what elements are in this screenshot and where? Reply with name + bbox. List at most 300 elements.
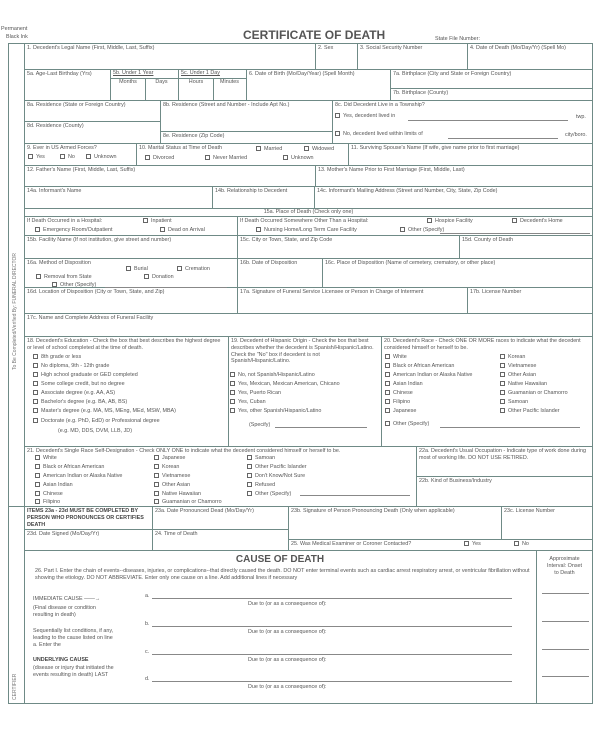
- checkbox[interactable]: [230, 390, 235, 395]
- father-name-field[interactable]: [24, 165, 316, 187]
- option-label: Removal from State: [44, 274, 92, 280]
- checkbox[interactable]: [385, 399, 390, 404]
- field-label: 17b. License Number: [470, 289, 522, 295]
- race-option[interactable]: [385, 354, 407, 361]
- marital-status-option[interactable]: [283, 155, 313, 162]
- occupation-field[interactable]: [416, 446, 593, 477]
- checkbox[interactable]: [500, 372, 505, 377]
- field-label: 17a. Signature of Funeral Service Licensee or Person in Charge of Interment: [240, 289, 424, 295]
- field-label: 14a. Informant's Name: [27, 188, 82, 194]
- checkbox[interactable]: [514, 541, 519, 546]
- township-line[interactable]: [408, 120, 568, 121]
- option-label: Dead on Arrival: [168, 227, 205, 233]
- checkbox[interactable]: [256, 146, 261, 151]
- race-option[interactable]: [500, 408, 560, 415]
- checkbox[interactable]: [28, 154, 33, 159]
- marital-status-option[interactable]: [256, 146, 282, 153]
- due-to-label: Due to (or as a consequence of):: [248, 629, 327, 635]
- field-label: 23a. Date Pronounced Dead (Mo/Day/Yr): [155, 508, 254, 514]
- option-label: Vietnamese: [162, 473, 191, 479]
- disposition-date-field[interactable]: [237, 258, 323, 288]
- ssn-field[interactable]: [357, 43, 468, 70]
- option-label: White: [43, 455, 57, 461]
- marital-status-option[interactable]: [205, 155, 247, 162]
- race-option[interactable]: [500, 399, 528, 406]
- date-pronounced-field[interactable]: [152, 506, 289, 530]
- single-race-option[interactable]: [247, 455, 275, 462]
- cause-line-2[interactable]: [152, 654, 512, 655]
- option-label: Vietnamese: [508, 363, 537, 369]
- checkbox[interactable]: [304, 146, 309, 151]
- field-label: 24. Time of Death: [155, 531, 198, 537]
- field-label: 20. Decedent's Race - Check ONE OR MORE races to indicate what the decedent considered himself or herself to be.: [384, 338, 581, 351]
- date-of-death-field[interactable]: [467, 43, 593, 70]
- option-label: Black or African American: [393, 363, 455, 369]
- hospital-option[interactable]: [143, 218, 172, 225]
- pronouncer-license-field[interactable]: [501, 506, 593, 540]
- hispanic-option[interactable]: [230, 372, 315, 379]
- checkbox[interactable]: [145, 155, 150, 160]
- race-option[interactable]: [500, 354, 525, 361]
- field-label: If Death Occurred in a Hospital:: [27, 218, 103, 224]
- arrow-icon: ——→: [84, 596, 101, 602]
- checkbox[interactable]: [35, 482, 40, 487]
- field-label: 5b. Under 1 Year: [113, 70, 154, 76]
- option-label: Other Asian: [508, 372, 537, 378]
- disposition-option[interactable]: [52, 282, 96, 289]
- checkbox[interactable]: [385, 408, 390, 413]
- checkbox[interactable]: [500, 408, 505, 413]
- field-label: 19. Decedent of Hispanic Origin - Check the box that best describes whether the decedent is Spanish/Hispanic/Latino. Check the "No" box if decedent is not Spanish/Hispanic/Latino.: [231, 338, 374, 365]
- disposition-option[interactable]: [126, 266, 148, 273]
- checkbox[interactable]: [247, 455, 252, 460]
- field-label: 16d. Location of Disposition (City or Town, State, and Zip): [27, 289, 165, 295]
- option-label: Unknown: [94, 154, 117, 160]
- interval-line-1[interactable]: [542, 621, 589, 622]
- option-label: Yes, Puerto Rican: [238, 390, 281, 396]
- option-label: High school graduate or GED completed: [41, 372, 138, 378]
- spouse-name-field[interactable]: [348, 143, 593, 166]
- checkbox[interactable]: [35, 227, 40, 232]
- education-option[interactable]: [33, 363, 109, 370]
- checkbox[interactable]: [500, 390, 505, 395]
- funeral-license-number-field[interactable]: [467, 287, 593, 314]
- checkbox[interactable]: [500, 399, 505, 404]
- field-label: 1. Decedent's Legal Name (First, Middle, Last, Suffix): [27, 45, 155, 51]
- hispanic-option[interactable]: [230, 390, 281, 397]
- checkbox[interactable]: [33, 381, 38, 386]
- field-label: 8b. Residence (Street and Number - Include Apt No.): [163, 102, 290, 108]
- residence-street-field[interactable]: [160, 100, 333, 132]
- option-label: Yes, decedent lived in: [343, 113, 396, 119]
- side-divider: [8, 506, 24, 507]
- single-race-option[interactable]: [35, 482, 73, 489]
- checkbox[interactable]: [154, 473, 159, 478]
- mother-name-field[interactable]: [315, 165, 593, 187]
- option-label: Other Pacific Islander: [508, 408, 560, 414]
- checkbox[interactable]: [385, 421, 390, 426]
- interval-line-3[interactable]: [542, 676, 589, 677]
- city-boro-label: city/boro.: [565, 132, 587, 138]
- hispanic-option[interactable]: [230, 399, 266, 406]
- checkbox[interactable]: [144, 274, 149, 279]
- checkbox[interactable]: [35, 455, 40, 460]
- field-label: 5c. Under 1 Day: [181, 70, 220, 76]
- due-to-label: Due to (or as a consequence of):: [248, 657, 327, 663]
- hispanic-option[interactable]: [230, 408, 321, 415]
- informant-address-field[interactable]: [314, 186, 593, 209]
- option-label: Samoan: [255, 455, 276, 461]
- checkbox[interactable]: [230, 372, 235, 377]
- race-option[interactable]: [500, 381, 547, 388]
- single-race-option[interactable]: [154, 455, 185, 462]
- due-to-label: Due to (or as a consequence of):: [248, 601, 327, 607]
- option-label: Yes, other Spanish/Hispanic/Latino: [238, 408, 322, 414]
- disposition-option[interactable]: [177, 266, 210, 273]
- checkbox[interactable]: [205, 155, 210, 160]
- underlying-cause-desc: (disease or injury that initiated the events resulting in death) LAST: [33, 665, 114, 678]
- facility-name-field[interactable]: [24, 235, 238, 259]
- option-label: Nursing Home/Long Term Care Facility: [264, 227, 357, 233]
- checkbox[interactable]: [154, 482, 159, 487]
- option-label: Other Asian: [162, 482, 191, 488]
- checkbox[interactable]: [35, 499, 40, 504]
- checkbox[interactable]: [60, 154, 65, 159]
- race-option[interactable]: [385, 363, 454, 370]
- time-of-death-field[interactable]: [152, 529, 289, 551]
- option-label: American Indian or Alaska Native: [43, 473, 123, 479]
- coroner-no-option[interactable]: [514, 541, 529, 548]
- cause-of-death-title: CAUSE OF DEATH: [235, 554, 325, 565]
- cause-line-0[interactable]: [152, 598, 512, 599]
- months-label: Months: [111, 78, 146, 101]
- option-label: Bachelor's degree (e.g. BA, AB, BS): [41, 399, 128, 405]
- checkbox[interactable]: [385, 363, 390, 368]
- checkbox[interactable]: [256, 227, 261, 232]
- option-label: Filipino: [393, 399, 411, 405]
- option-label: Korean: [162, 464, 180, 470]
- state-file-number-label: State File Number:: [435, 36, 480, 42]
- interval-line-2[interactable]: [542, 649, 589, 650]
- checkbox[interactable]: [33, 408, 38, 413]
- field-label: 7b. Birthplace (County): [393, 90, 449, 96]
- write-in-line[interactable]: [105, 287, 227, 288]
- field-label: 10. Marital Status at Time of Death: [139, 145, 222, 151]
- checkbox[interactable]: [33, 363, 38, 368]
- certifier-label: CERTIFIER: [12, 673, 18, 700]
- township-no-option[interactable]: [335, 131, 423, 138]
- education-option[interactable]: [33, 418, 160, 425]
- race-option[interactable]: [500, 390, 568, 397]
- option-label: Samoan: [508, 399, 529, 405]
- race-option[interactable]: [385, 408, 416, 415]
- option-label: American Indian or Alaska Native: [393, 372, 473, 378]
- informant-name-field[interactable]: [24, 186, 213, 209]
- checkbox[interactable]: [230, 399, 235, 404]
- specify-label: (Specify): [249, 422, 271, 428]
- checkbox[interactable]: [247, 473, 252, 478]
- race-option[interactable]: [385, 399, 410, 406]
- checkbox[interactable]: [33, 354, 38, 359]
- race-option[interactable]: [500, 372, 536, 379]
- disposition-option[interactable]: [36, 274, 92, 281]
- option-label: Other Pacific Islander: [255, 464, 307, 470]
- township-field: [332, 100, 593, 144]
- field-label: 2. Sex: [318, 45, 334, 51]
- option-label: Other (Specify): [60, 282, 97, 288]
- write-in-line[interactable]: [440, 427, 580, 428]
- education-option[interactable]: [33, 399, 127, 406]
- birthplace-field[interactable]: [390, 69, 593, 89]
- checkbox[interactable]: [512, 218, 517, 223]
- pronouncer-signature-field[interactable]: [288, 506, 502, 540]
- disposition-place-field[interactable]: [322, 258, 593, 288]
- option-label: No, decedent lived within limits of: [343, 131, 423, 137]
- immediate-cause-label: [33, 596, 100, 603]
- single-race-option[interactable]: [35, 491, 63, 498]
- checkbox[interactable]: [160, 227, 165, 232]
- cause-instructions: 26. Part I. Enter the chain of events--diseases, injuries, or complications--that directly caused the death. DO NOT enter terminal events such as cardiac arrest respiratory arrest, or ventricular fibrillation without showing the etiology. DO NOT ABBREVIATE. Enter only one cause on a line. Add additional lines if necessary: [35, 568, 530, 581]
- education-tail: (e.g. MD, DDS, DVM, LLB, JD): [58, 428, 132, 434]
- informant-relationship-field[interactable]: [212, 186, 315, 209]
- field-label: 23c. License Number: [504, 508, 555, 514]
- field-label: 15c. City or Town, State, and Zip Code: [240, 237, 333, 243]
- single-race-option[interactable]: [247, 473, 305, 480]
- option-label: Japanese: [162, 455, 186, 461]
- date-signed-field[interactable]: [24, 529, 153, 551]
- field-label: 7a. Birthplace (City and State or Foreign Country): [393, 71, 512, 77]
- checkbox[interactable]: [33, 399, 38, 404]
- checkbox[interactable]: [33, 418, 38, 423]
- single-race-option[interactable]: [154, 482, 190, 489]
- armed-forces-option[interactable]: [60, 154, 75, 161]
- field-label: 23b. Signature of Person Pronouncing Death (Only when applicable): [291, 508, 455, 514]
- checkbox[interactable]: [33, 390, 38, 395]
- cause-line-letter: d.: [145, 676, 150, 682]
- write-in-line[interactable]: [440, 233, 590, 234]
- sequential-instructions: Sequentially list conditions, if any, leading to the cause listed on line a. Enter the: [33, 628, 114, 648]
- funeral-facility-field[interactable]: [24, 313, 593, 337]
- ink-note: Permanent: [1, 26, 28, 32]
- field-label: 18. Decedent's Education - Check the box that best describes the highest degree or level of school completed at the time of death.: [27, 338, 221, 351]
- ink-note: Black Ink: [6, 34, 28, 40]
- checkbox[interactable]: [154, 464, 159, 469]
- checkbox[interactable]: [154, 491, 159, 496]
- option-label: Never Married: [213, 155, 248, 161]
- cause-line-1[interactable]: [152, 626, 512, 627]
- checkbox[interactable]: [35, 491, 40, 496]
- checkbox[interactable]: [230, 408, 235, 413]
- other-place-option[interactable]: [427, 218, 473, 225]
- single-race-option[interactable]: [35, 499, 60, 506]
- option-label: Burial: [134, 266, 148, 272]
- under-1-year-field[interactable]: [110, 69, 179, 101]
- checkbox[interactable]: [385, 354, 390, 359]
- city-line[interactable]: [448, 138, 558, 139]
- single-race-option[interactable]: [35, 464, 104, 471]
- single-race-option[interactable]: [247, 491, 291, 498]
- race-option[interactable]: [500, 363, 536, 370]
- single-race-option[interactable]: [247, 482, 275, 489]
- option-label: Native Hawaiian: [508, 381, 547, 387]
- option-label: Hospice Facility: [435, 218, 473, 224]
- underlying-cause-label: UNDERLYING CAUSE: [33, 657, 89, 663]
- other-place-option[interactable]: [512, 218, 563, 225]
- checkbox[interactable]: [35, 473, 40, 478]
- education-option[interactable]: [33, 381, 125, 388]
- checkbox[interactable]: [154, 499, 159, 504]
- date-of-birth-field[interactable]: [246, 69, 391, 101]
- cause-line-letter: b.: [145, 621, 150, 627]
- hispanic-option[interactable]: [230, 381, 340, 388]
- education-option[interactable]: [33, 372, 138, 379]
- option-label: Guamanian or Chamorro: [162, 499, 222, 505]
- checkbox[interactable]: [126, 266, 131, 271]
- checkbox[interactable]: [500, 381, 505, 386]
- option-label: Japanese: [393, 408, 417, 414]
- cause-line-letter: a.: [145, 593, 150, 599]
- field-label: 4. Date of Death (Mo/Day/Yr) (Spell Mo): [470, 45, 566, 51]
- race-option[interactable]: [385, 372, 472, 379]
- option-label: Master's degree (e.g. MA, MS, MEng, MEd, MSW, MBA): [41, 408, 176, 414]
- checkbox[interactable]: [385, 390, 390, 395]
- place-of-death-header: 15a. Place of Death (Check only one): [24, 208, 593, 217]
- write-in-line[interactable]: [300, 495, 410, 496]
- checkbox[interactable]: [283, 155, 288, 160]
- option-label: Asian Indian: [393, 381, 423, 387]
- education-option[interactable]: [33, 390, 115, 397]
- field-label: 8c. Did Decedent Live in a Township?: [335, 102, 425, 108]
- option-label: Other (Specify): [393, 421, 430, 427]
- field-label: 9. Ever in US Armed Forces?: [27, 145, 97, 151]
- checkbox[interactable]: [33, 372, 38, 377]
- coroner-yes-option[interactable]: [464, 541, 481, 548]
- single-race-option[interactable]: [247, 464, 307, 471]
- marital-status-option[interactable]: [304, 146, 334, 153]
- option-label: Chinese: [43, 491, 63, 497]
- option-label: No: [68, 154, 75, 160]
- twp-label: twp.: [576, 114, 586, 120]
- residence-county-field[interactable]: [24, 121, 161, 144]
- armed-forces-option[interactable]: [86, 154, 116, 161]
- other-place-option[interactable]: [400, 227, 444, 234]
- field-label: 12. Father's Name (First, Middle, Last, Suffix): [27, 167, 136, 173]
- checkbox[interactable]: [335, 113, 340, 118]
- option-label: White: [393, 354, 407, 360]
- residence-state-field[interactable]: [24, 100, 161, 122]
- city-of-death-field[interactable]: [237, 235, 460, 259]
- field-label: 6. Date of Birth (Mo/Day/Year) (Spell Month): [249, 71, 355, 77]
- funeral-licensee-signature-field[interactable]: [237, 287, 468, 314]
- option-label: Associate degree (e.g. AA, AS): [41, 390, 116, 396]
- due-to-label: Due to (or as a consequence of):: [248, 684, 327, 690]
- field-label: 3. Social Security Number: [360, 45, 423, 51]
- checkbox[interactable]: [335, 131, 340, 136]
- write-in-line[interactable]: [275, 427, 367, 428]
- education-option[interactable]: [33, 354, 81, 361]
- option-label: Refused: [255, 482, 276, 488]
- checkbox[interactable]: [427, 218, 432, 223]
- race-option[interactable]: [385, 390, 413, 397]
- single-race-option[interactable]: [35, 473, 122, 480]
- option-label: No: [522, 541, 529, 547]
- race-option[interactable]: [385, 381, 423, 388]
- option-label: Some college credit, but no degree: [41, 381, 125, 387]
- checkbox[interactable]: [464, 541, 469, 546]
- age-field[interactable]: [24, 69, 111, 101]
- hospital-option[interactable]: [35, 227, 113, 234]
- business-industry-field[interactable]: [416, 476, 593, 507]
- hospital-option[interactable]: [160, 227, 205, 234]
- days-label: Days: [145, 78, 178, 101]
- checkbox[interactable]: [400, 227, 405, 232]
- checkbox[interactable]: [154, 455, 159, 460]
- under-1-day-field[interactable]: [178, 69, 247, 101]
- armed-forces-option[interactable]: [28, 154, 45, 161]
- option-label: Asian Indian: [43, 482, 73, 488]
- option-label: Yes, Mexican, Mexican American, Chicano: [238, 381, 340, 387]
- marital-status-option[interactable]: [145, 155, 174, 162]
- interval-line-0[interactable]: [542, 593, 589, 594]
- checkbox[interactable]: [385, 381, 390, 386]
- checkbox[interactable]: [35, 464, 40, 469]
- checkbox[interactable]: [177, 266, 182, 271]
- county-of-death-field[interactable]: [459, 235, 593, 259]
- single-race-option[interactable]: [154, 499, 222, 506]
- cause-line-3[interactable]: [152, 681, 512, 682]
- single-race-option[interactable]: [154, 491, 201, 498]
- page-title: CERTIFICATE OF DEATH: [243, 28, 386, 42]
- sex-field[interactable]: [315, 43, 358, 70]
- field-label: 23d. Date Signed (Mo/Day/Yr): [27, 531, 100, 537]
- hours-label: Hours: [179, 78, 214, 101]
- other-place-option[interactable]: [256, 227, 357, 234]
- checkbox[interactable]: [385, 372, 390, 377]
- field-label: 8a. Residence (State or Foreign Country): [27, 102, 126, 108]
- checkbox[interactable]: [247, 482, 252, 487]
- disposition-location-field[interactable]: [24, 287, 238, 314]
- checkbox[interactable]: [247, 464, 252, 469]
- side-strip: [8, 43, 24, 704]
- checkbox[interactable]: [500, 363, 505, 368]
- decedent-name-field[interactable]: [24, 43, 316, 70]
- checkbox[interactable]: [247, 491, 252, 496]
- option-label: No diploma, 9th - 12th grade: [41, 363, 110, 369]
- field-label: 8d. Residence (County): [27, 123, 84, 129]
- township-yes-option[interactable]: [335, 113, 395, 120]
- checkbox[interactable]: [500, 354, 505, 359]
- checkbox[interactable]: [36, 274, 41, 279]
- checkbox[interactable]: [52, 282, 57, 287]
- option-label: Don't Know/Not Sure: [255, 473, 306, 479]
- education-option[interactable]: [33, 408, 176, 415]
- single-race-option[interactable]: [154, 473, 190, 480]
- option-label: Other (Specify): [255, 491, 292, 497]
- field-label: 13. Mother's Name Prior to First Marriage (First, Middle, Last): [318, 167, 465, 173]
- disposition-option[interactable]: [144, 274, 174, 281]
- race-other-option[interactable]: [385, 421, 429, 428]
- field-label: 21. Decedent's Single Race Self-Designation - Check ONLY ONE to indicate what the decedent considered himself or herself to be.: [27, 448, 341, 454]
- single-race-option[interactable]: [154, 464, 179, 471]
- option-label: 8th grade or less: [41, 354, 82, 360]
- single-race-option[interactable]: [35, 455, 57, 462]
- option-label: Yes, Cuban: [238, 399, 266, 405]
- funeral-director-label: To Be Completed/Verified By: FUNERAL DIRECTOR: [12, 253, 18, 370]
- interval-column: [536, 550, 593, 704]
- checkbox[interactable]: [86, 154, 91, 159]
- checkbox[interactable]: [230, 381, 235, 386]
- checkbox[interactable]: [143, 218, 148, 223]
